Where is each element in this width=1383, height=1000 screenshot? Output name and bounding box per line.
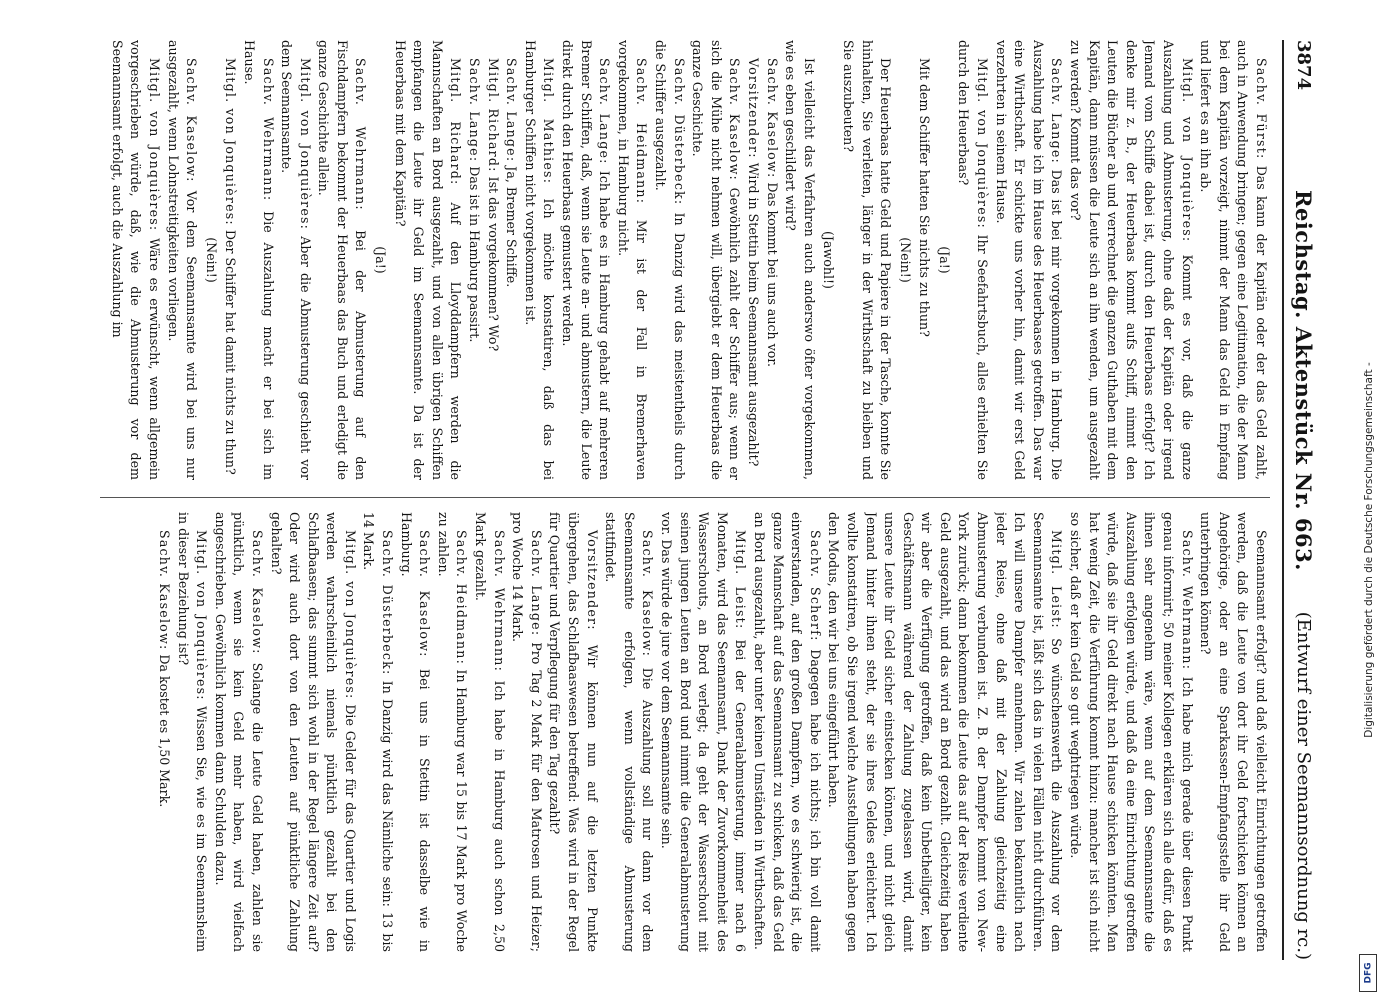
paragraph-text: Ich habe mich gerade über diesen Punkt genau informirt; 50 meiner Kollegen erklären sich alle dafür, daß es ihnen sehr angenehm wäre, wenn auf dem Seemannsamte die Auszahlung erfolgen würde, und daß da eine Einrichtung getroffen würde, daß sie ihr Geld direkt nach Hause schicken könnten. Man hat wenig Zeit, die Verführung kommt hinzu: mancher ist sich nicht so sicher, daß er kein Geld so gut weghtriegen würde. <box>1068 512 1195 952</box>
dialogue-paragraph <box>508 512 545 952</box>
dfg-logo-text: DFG <box>1363 962 1374 984</box>
left-column <box>90 40 1270 480</box>
speaker-name: Sachv. Düsterbeck: <box>671 58 687 206</box>
paragraph-text: Ist das vorgekommen? Wo? <box>485 176 501 352</box>
paragraph-text: Mit dem Schiffer hatten Sie nichts zu thun? <box>917 58 933 337</box>
dialogue-paragraph <box>163 40 200 480</box>
page-title: Reichstag. Aktenstück Nr. 663. <box>1291 190 1316 571</box>
paragraph-text: Bei der Abmusterung auf den Fischdampfern bekommt der Heuerbaas das Buch und erledigt die ganze Geschichte allein. <box>316 40 369 480</box>
speaker-name: Sachv. Wehrmann: <box>1179 530 1195 671</box>
dialogue-paragraph <box>601 512 657 952</box>
speaker-name: Mitgl. von Jonquières: <box>342 530 358 700</box>
page-number: 3874 <box>1293 40 1314 91</box>
page-subtitle: (Entwurf einer Seemannsordnung rc.) <box>1293 611 1314 960</box>
dialogue-paragraph <box>954 40 991 480</box>
paragraph-text: Das ist bei mir vorgekommen in Hamburg. Die Auszahlung habe ich im Hause des Heuerbaases getroffen. Das war eine Wirthschaft. Er schickte uns vorher hin, damit wir erst Geld verzehrten in seinem Hause. <box>993 40 1065 480</box>
dialogue-paragraph <box>656 512 749 952</box>
dialogue-paragraph <box>1196 40 1270 480</box>
paragraph-text: Ihr Seefahrtsbuch, alles erhielten Sie durch den Heuerbaas? <box>956 40 991 480</box>
paragraph-text: Kommt es vor, daß die ganze Auszahlung und Abmusterung, ohne daß der Kapitän oder irgend Jemand vom Schiffe dabei ist, durch den Heuerbaas erfolgt? Ich denke mir z. B., der Heuerbaas kommt aufs Schiff, nimmt den Leuten die Bücher ab und verrechnet die ganzen Guthaben mit dem Kapitän, dann müssen die Leute sich an ihn wenden, um ausgezahlt zu werden? Kommt das vor? <box>1068 40 1195 480</box>
speaker-name: Sachv. Wehrmann: <box>260 58 276 202</box>
speaker-name: Sachv. Lange: <box>1049 58 1065 164</box>
dialogue-paragraph <box>210 512 266 952</box>
dialogue-paragraph <box>743 40 762 480</box>
column-divider <box>100 497 1270 498</box>
paragraph-text: In Danzig wird das Nämliche sein: 13 bis 14 Mark. <box>361 512 396 952</box>
paragraph-text: Pro Tag 2 Mark für den Matrosen und Heizer; pro Woche 14 Mark. <box>510 512 544 952</box>
paragraph-text: Das kann der Kapitän oder der das Geld zahlt, auch in Anwendung bringen; gegen eine Legitimation, die der Mann bei dem Kapitän vorzeigt, nimmt der Mann das Geld in Empfang und liefert es an ihn ab. <box>1198 40 1269 480</box>
speaker-name: Sachv. Lange: <box>597 58 613 165</box>
dialogue-paragraph <box>502 40 521 480</box>
dialogue-paragraph <box>173 512 210 952</box>
dialogue-paragraph <box>470 512 507 952</box>
paragraph-text: Wird in Stettin beim Seemannsamt ausgezahlt? <box>745 162 761 467</box>
paragraph-text: Wäre es erwünscht, wenn allgemein vorgeschrieben würde, daß, wie die Abmusterung vor dem Seemannsamt erfolgt, auch die Auszahlung im <box>109 40 162 480</box>
paragraph-text: Wir können nun auf die letzten Punkte übergehen, das Schlafbaaswesen betreffend: Was wird in der Regel für Quartier und Verpflegung für den Tag gezahlt? <box>547 512 600 952</box>
page-header <box>1282 40 1320 960</box>
rotated-document-page <box>80 40 1320 960</box>
interjection-note: (Nein!) <box>203 237 219 283</box>
dialogue-paragraph <box>688 40 744 480</box>
paragraph-text: Die Gelder für das Quartier und Logis werden wahrscheinlich niemals pünktlich gezahlt bei den Schlafbaasen; das summt sich wohl in der Regel längere Zeit auf? Oder wird auch dort von den Leuten auf pünktliche Zahlung gehalten? <box>268 512 358 952</box>
digitization-credit-strip <box>1355 0 1383 1000</box>
speaker-name: Mitgl. von Jonquières: <box>146 58 162 232</box>
dialogue-paragraph <box>838 40 894 480</box>
speaker-name: Sachv. Lange: <box>467 58 483 163</box>
dialogue-paragraph <box>221 40 240 480</box>
speaker-name: Mitgl. von Jonquières: <box>194 530 210 701</box>
dialogue-paragraph <box>824 512 1066 952</box>
speaker-name: Mitgl. Leist: <box>1049 530 1065 629</box>
paragraph-text: Bei der Generalabmusterung, immer nach 6 Monaten, wird das Seemannsamt, Dank der Zuvorkommenheit des Wasserschouts, an Bord verlegt; da geht der Wasserschout mit seinen jungen Leuten an Bord und nimmt die Generalabmusterung vor. Das würde de jure vor dem Seemannsamte sein. <box>659 512 749 952</box>
dialogue-paragraph <box>545 512 601 952</box>
dialogue-paragraph <box>277 40 314 480</box>
interjection-note: (Ja!) <box>936 246 952 274</box>
speaker-name: Mitgl. Richard: <box>448 58 464 186</box>
dialogue-paragraph <box>154 512 173 952</box>
dialogue-paragraph <box>390 40 464 480</box>
interjection-note: (Nein!) <box>897 237 913 283</box>
dialogue-paragraph <box>991 40 1065 480</box>
speaker-name: Sachv. Kaselow: <box>640 530 656 658</box>
dialogue-paragraph <box>613 40 650 480</box>
paragraph-text: Aber die Abmusterung geschieht vor dem Seemannsamte. <box>279 40 313 480</box>
speaker-name: Sachv. Fürst: <box>1254 58 1269 160</box>
right-column <box>90 512 1270 952</box>
paragraph-text: Der Heuerbaas hatte Geld und Papiere in der Tasche, konnte Sie hinhalten, Sie verleiten, länger in der Wirthschaft zu bleiben und Sie auszubeuten? <box>840 40 894 480</box>
paragraph-text: Dagegen habe ich nichts; ich bin voll damit einverstanden, auf den großen Dampfern, wo es schwierig ist, die ganze Mannschaft auf das Seemannsamt zu schicken, daß das Geld an Bord ausgezahlt, aber unter keinen Umständen in Wirthschaften. <box>751 512 823 952</box>
dialogue-paragraph <box>557 40 613 480</box>
paragraph-text: Das kommt bei uns auch vor. <box>764 182 780 368</box>
dialogue-paragraph <box>1065 512 1195 952</box>
speaker-name: Mitgl. von Jonquières: <box>223 58 239 226</box>
paragraph-text: Seemannsamt erfolgt? und daß vielleicht Einrichtungen getroffen werden, daß die Leute von dort ihr Geld fortschicken können an Angehörige, oder an eine Sparkassen-Empfangsstelle ihr Geld unterbringen können? <box>1198 512 1269 952</box>
speaker-name: Mitgl. Mathies: <box>541 58 557 185</box>
dialogue-paragraph <box>1196 512 1270 952</box>
paragraph-text: In Danzig wird das meistentheils durch die Schiffer ausgezahlt. <box>653 40 687 480</box>
paragraph-text: Wissen Sie, wie es im Seemannsheim in dieser Beziehung ist? <box>175 512 210 952</box>
digitization-credit-text: Digitalisierung gefördert durch die Deutsche Forschungsgemeinschaft - <box>1363 362 1375 738</box>
dialogue-paragraph <box>239 40 276 480</box>
dialogue-paragraph <box>781 40 818 480</box>
paragraph-text: Ich habe es in Hamburg gehabt auf mehreren Bremer Schiffen, daß, wenn sie Leute an- und abmustern, die Leute direkt durch den Heuerbaas gemustert werden. <box>560 40 613 480</box>
dialogue-paragraph <box>464 40 483 480</box>
speaker-name: Mitgl. Richard: <box>485 58 501 173</box>
dfg-logo <box>1359 954 1377 992</box>
speaker-name: Sachv. Heidmann: <box>454 530 470 666</box>
paragraph-text: Die Auszahlung soll nur dann vor dem Seemannsamte erfolgen, wenn vollständige Abmusterung stattfindet. <box>603 512 656 952</box>
paragraph-text: Ist vielleicht das Verfahren auch anderswo öfter vorgekommen, wie es eben geschildert wird? <box>783 40 817 480</box>
paragraph-text: Ja, Bremer Schiffe. <box>504 166 520 288</box>
paragraph-text: In Hamburg war 15 bis 17 Mark pro Woche zu zahlen. <box>435 512 470 952</box>
paragraph-text: Vor dem Seemannsamte wird bei uns nur ausgezahlt, wenn Lohnstreitigkeiten vorliegen. <box>165 40 200 480</box>
dialogue-paragraph <box>107 40 163 480</box>
speaker-name: Sachv. Lange: <box>504 58 520 163</box>
speaker-name: Sachv. Heidmann: <box>634 58 650 205</box>
dialogue-paragraph <box>396 512 433 952</box>
paragraph-text: Ich möchte konstatiren, daß das bei Hamburger Schiffen nicht vorgekommen ist. <box>522 40 557 480</box>
paragraph-text: Solange die Leute Geld haben, zahlen sie pünktlich, wenn sie kein Geld mehr haben, wird vielfach angeschrieben. Gewöhnlich kommen dann Schulden dazu. <box>212 512 265 952</box>
dialogue-paragraph <box>483 40 502 480</box>
dialogue-paragraph <box>1065 40 1195 480</box>
paragraph-text: Der Schiffer hat damit nichts zu thun? <box>223 229 239 475</box>
paragraph-text: Mir ist der Fall in Bremerhaven vorgekommen, in Hamburg nicht. <box>615 40 650 480</box>
speaker-name: Sachv. Scherf: <box>807 530 823 642</box>
paragraph-text: Da kostet es 1,50 Mark. <box>156 654 172 808</box>
paragraph-text: Das ist in Hamburg passirt. <box>467 166 483 343</box>
paragraph-text: Die Auszahlung macht er bei sich im Hause. <box>241 40 276 480</box>
speaker-name: Sachv. Kaselow: <box>764 58 780 179</box>
paragraph-text: Gewöhnlich zahlt der Schiffer aus; wenn er sich die Mühe nicht nehmen will, übergiebt er dem Heuerbaas die ganze Geschichte. <box>690 40 743 480</box>
dialogue-paragraph <box>650 40 687 480</box>
speaker-name: Sachv. Düsterbeck: <box>380 530 396 676</box>
speaker-name: Sachv. Kaselow: <box>184 58 200 183</box>
dialogue-paragraph <box>749 512 823 952</box>
dialogue-paragraph <box>359 512 396 952</box>
speaker-name: Vorsitzender: <box>584 530 600 631</box>
speaker-name: Vorsitzender: <box>745 58 761 159</box>
speaker-name: Sachv. Kaselow: <box>156 530 172 651</box>
paragraph-text: Ich habe in Hamburg auch schon 2,50 Mark gezahlt. <box>473 512 507 952</box>
paragraph-text: So wünschenswerth die Auszahlung vor dem Seemannsamte ist, läßt sich das in vielen Fällen nicht durchführen. Ich will unsere Dampfer annehmen. Wir zahlen bekanntlich nach jeder Reise, ohne daß mit der Zahlung gleichzeitig eine Abmusterung verbunden ist. Z. B. der Dampfer kommt von New-York zurück; dann bekommen die Leute das auf der Reise verdiente Geld ausgezahlt, und das wird an Bord gezahlt. Gleichzeitig haben wir aber die Verfügung getroffen, daß kein Unbetheiligter, kein Geschäftsmann während der Zahlung zugelassen wird, damit unsere Leute ihr Geld sicher einstecken können, und nicht gleich Jemand hinter ihnen steht, der sie ihres Geldes erleichtert. Ich wollte konstatiren, ob Sie irgend welche Ausstellungen haben gegen den Modus, den wir bei uns eingeführt haben. <box>826 512 1065 952</box>
speaker-name: Sachv. Kaselow: <box>727 58 743 181</box>
interjection-note: (Jawohl!) <box>821 231 837 289</box>
interjection-note: (Ja!) <box>373 246 389 274</box>
dialogue-paragraph <box>762 40 781 480</box>
speaker-name: Sachv. Kaselow: <box>417 530 433 658</box>
paragraph-text: Bei uns in Stettin ist dasselbe wie in Hamburg. <box>398 512 433 952</box>
speaker-name: Sachv. Wehrmann: <box>353 58 369 211</box>
dialogue-paragraph <box>520 40 557 480</box>
speaker-name: Mitgl. Leist: <box>733 530 749 630</box>
speaker-name: Mitgl. von Jonquières: <box>975 58 991 230</box>
dialogue-paragraph <box>266 512 359 952</box>
dialogue-paragraph <box>314 40 370 480</box>
speaker-name: Mitgl. von Jonquières: <box>1179 58 1195 243</box>
speaker-name: Sachv. Lange: <box>528 530 544 637</box>
speaker-name: Sachv. Wehrmann: <box>491 530 507 673</box>
dialogue-paragraph <box>915 40 934 480</box>
paragraph-text: Auf den Lloyddampfern werden die Mannschaften an Bord ausgezahlt, und von allen übrigen Schiffen empfangen die Leute ihr Geld im Seemannsamte. Da ist der Heuerbaas mit dem Kapitän? <box>392 40 464 480</box>
speaker-name: Sachv. Kaselow: <box>249 530 265 655</box>
speaker-name: Mitgl. von Jonquières: <box>297 58 313 231</box>
dialogue-paragraph <box>433 512 470 952</box>
